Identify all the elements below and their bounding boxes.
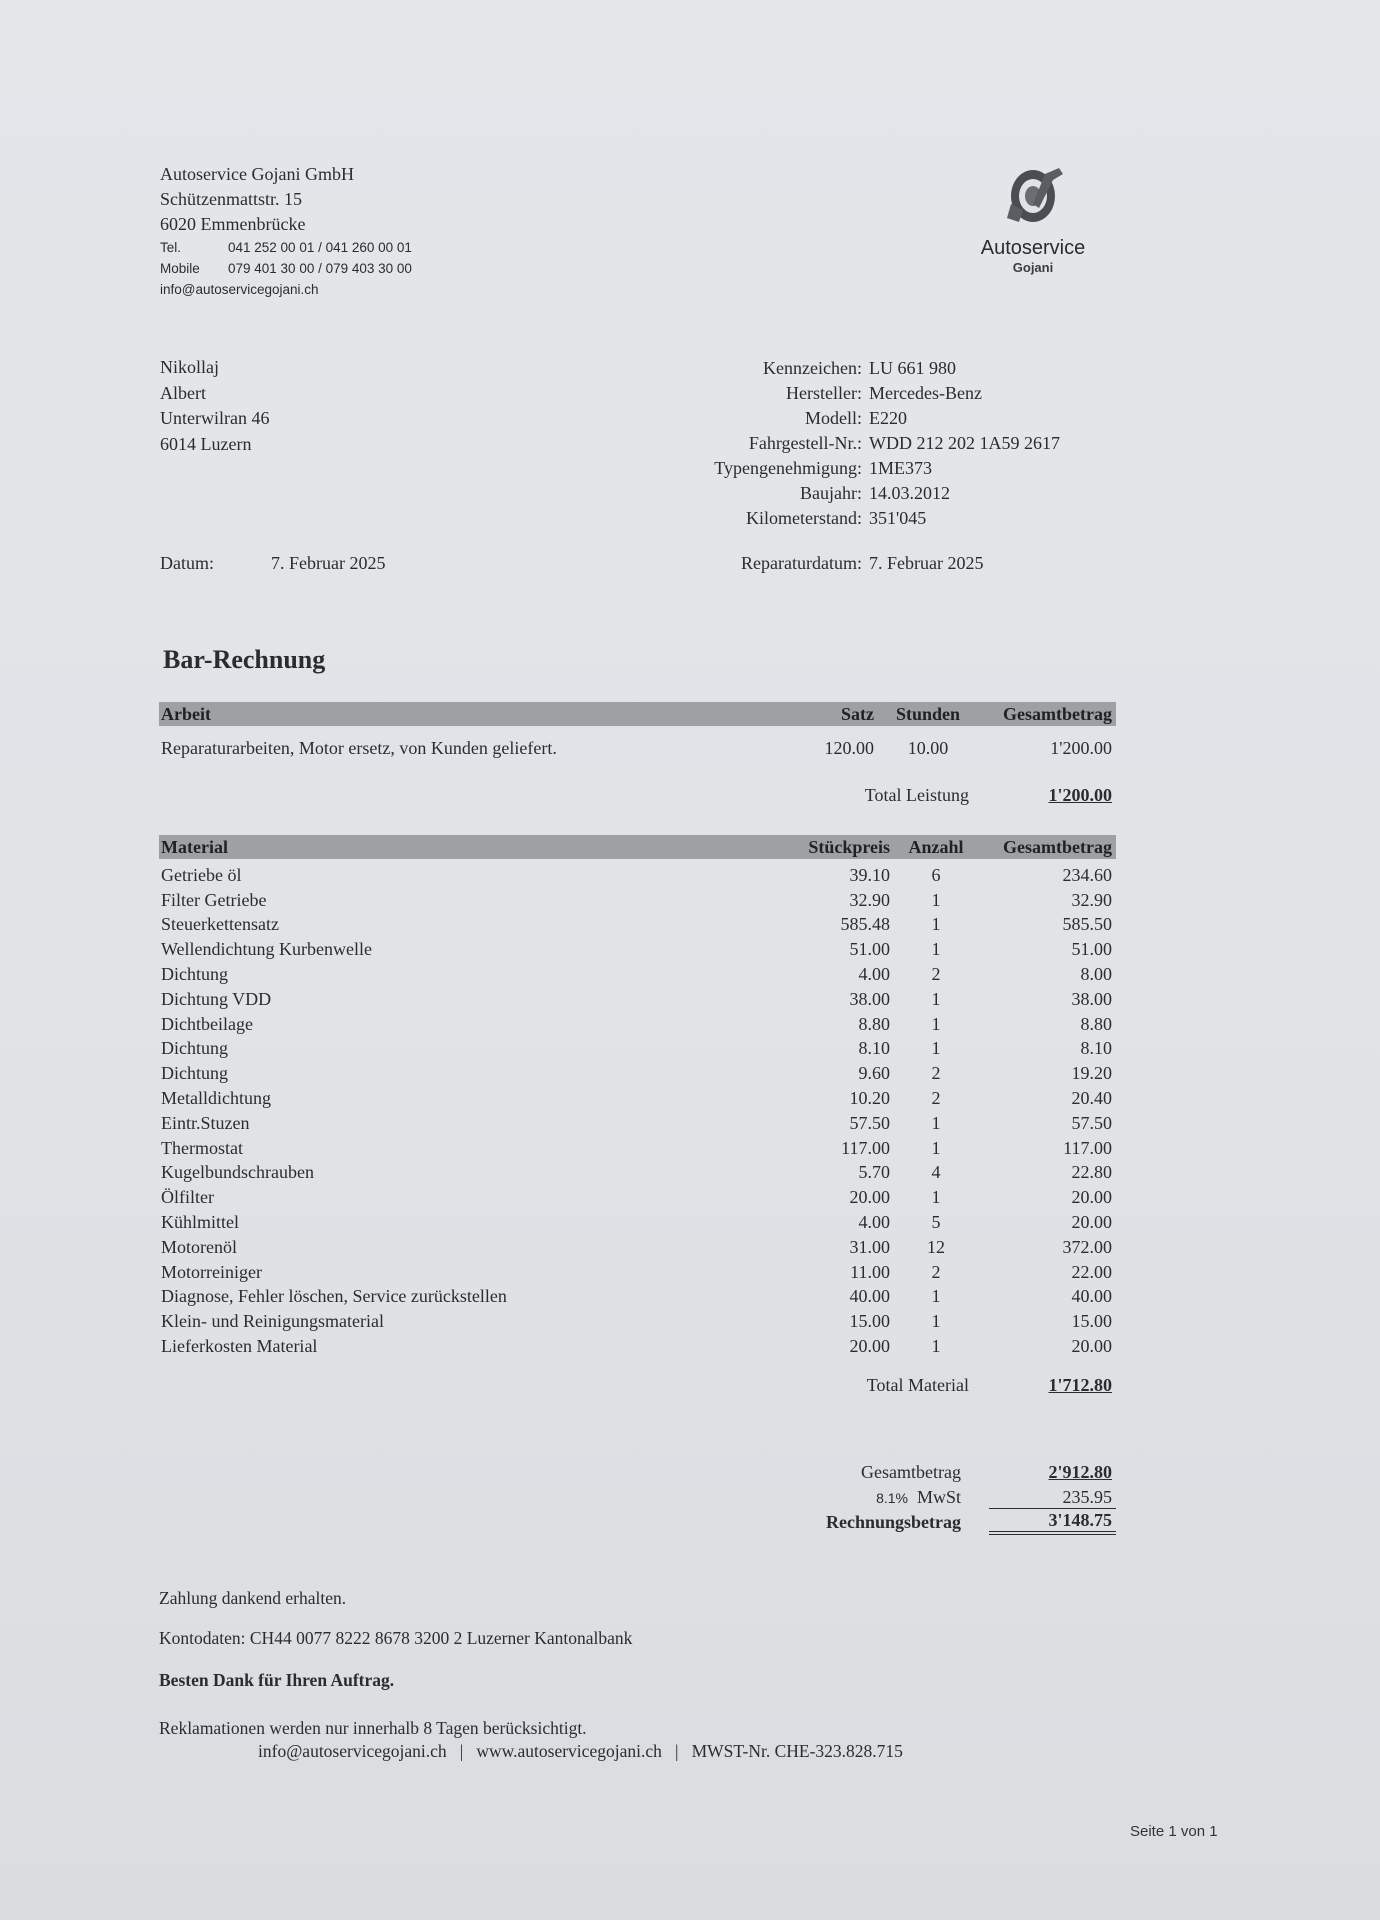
page-number: Seite 1 von 1 [1130,1823,1218,1840]
material-rows [159,863,1116,1359]
recipient-address [160,355,269,457]
sender-name: Autoservice Gojani GmbH [160,164,354,184]
vehicle-row: Kilometerstand: 351'045 [746,508,927,528]
table-row: Getriebe öl 39.10 6 234.60 [161,864,1112,885]
table-row: Ölfilter 20.00 1 20.00 [161,1187,1112,1208]
table-row: Diagnose, Fehler löschen, Service zurückstellen 40.00 1 40.00 [161,1286,1112,1307]
sender-mobile: Mobile 079 401 30 00 / 079 403 30 00 [160,261,412,276]
material-table [159,835,1116,1396]
summary-gesamt: Gesamtbetrag 2'912.80 [861,1462,1112,1482]
vehicle-row: Kennzeichen: LU 661 980 [763,358,956,378]
vehicle-row: Hersteller: Mercedes-Benz [786,383,982,403]
wheel-wrench-icon [993,164,1073,228]
table-row: Kugelbundschrauben 5.70 4 22.80 [161,1162,1112,1183]
table-row: Lieferkosten Material 20.00 1 20.00 [161,1336,1112,1357]
table-row: Motorenöl 31.00 12 372.00 [161,1236,1112,1257]
sender-tel: Tel. 041 252 00 01 / 041 260 00 01 [160,240,412,255]
sender-city: 6020 Emmenbrücke [160,214,306,234]
vehicle-row: Fahrgestell-Nr.: WDD 212 202 1A59 2617 [748,433,1060,453]
contact-line: info@autoservicegojani.ch | www.autoservicegojani.ch | MWST-Nr. CHE-323.828.715 [258,1741,903,1761]
vehicle-row: Baujahr: 14.03.2012 [800,483,950,503]
table-row: Dichtbeilage 8.80 1 8.80 [161,1013,1112,1034]
recipient-line: 6014 Luzern [160,433,252,454]
vehicle-info [640,356,1060,531]
logo-word: Autoservice [980,237,1086,259]
recipient-line: Albert [160,382,206,403]
labor-total: Total Leistung 1'200.00 [864,784,1112,805]
labor-table-header: Arbeit Satz Stunden Gesamtbetrag [159,702,1116,726]
table-row: Dichtung 8.10 1 8.10 [161,1038,1112,1059]
summary-mwst: 8.1% MwSt 235.95 [760,1485,1116,1510]
vehicle-row: Modell: E220 [805,408,907,428]
bank-details: Kontodaten: CH44 0077 8222 8678 3200 2 Luzerner Kantonalbank [159,1628,633,1648]
table-row: Thermostat 117.00 1 117.00 [161,1137,1112,1158]
summary-rechnung: Rechnungsbetrag 3'148.75 [760,1510,1116,1535]
recipient-line: Nikollaj [160,357,219,377]
table-row: Eintr.Stuzen 57.50 1 57.50 [161,1112,1112,1133]
table-row: Filter Getriebe 32.90 1 32.90 [161,889,1112,910]
table-row: Wellendichtung Kurbenwelle 51.00 1 51.00 [161,939,1112,960]
table-row: Steuerkettensatz 585.48 1 585.50 [161,914,1112,935]
table-row: Dichtung 4.00 2 8.00 [161,964,1112,985]
company-logo [960,164,1106,275]
recipient-line: Unterwilran 46 [160,408,270,428]
logo-sub: Gojani [1012,260,1054,275]
sender-street: Schützenmattstr. 15 [160,189,302,209]
material-total: Total Material 1'712.80 [866,1374,1112,1395]
table-row: Reparaturarbeiten, Motor ersetz, von Kunden geliefert. 120.00 10.00 1'200.00 [161,737,1112,758]
table-row: Klein- und Reinigungsmaterial 15.00 1 15.00 [161,1311,1112,1332]
payment-note: Zahlung dankend erhalten. [159,1588,347,1608]
sender-address [160,162,412,300]
sender-email: info@autoservicegojani.ch [160,282,319,297]
vehicle-row: Typengenehmigung: 1ME373 [714,458,932,478]
complaint-note: Reklamationen werden nur innerhalb 8 Tagen berücksichtigt. [159,1718,587,1738]
table-row: Motorreiniger 11.00 2 22.00 [161,1261,1112,1282]
invoice-summary [760,1460,1116,1535]
table-row: Metalldichtung 10.20 2 20.40 [161,1088,1112,1109]
invoice-title: Bar-Rechnung [163,645,326,674]
material-table-header: Material Stückpreis Anzahl Gesamtbetrag [159,835,1116,859]
thanks-note: Besten Dank für Ihren Auftrag. [159,1670,395,1690]
table-row: Kühlmittel 4.00 5 20.00 [161,1212,1112,1233]
repair-date: Reparaturdatum: 7. Februar 2025 [741,553,984,573]
table-row: Dichtung 9.60 2 19.20 [161,1063,1112,1084]
table-row: Dichtung VDD 38.00 1 38.00 [161,988,1112,1009]
labor-table [159,702,1116,806]
invoice-date: Datum: 7. Februar 2025 [160,553,386,573]
